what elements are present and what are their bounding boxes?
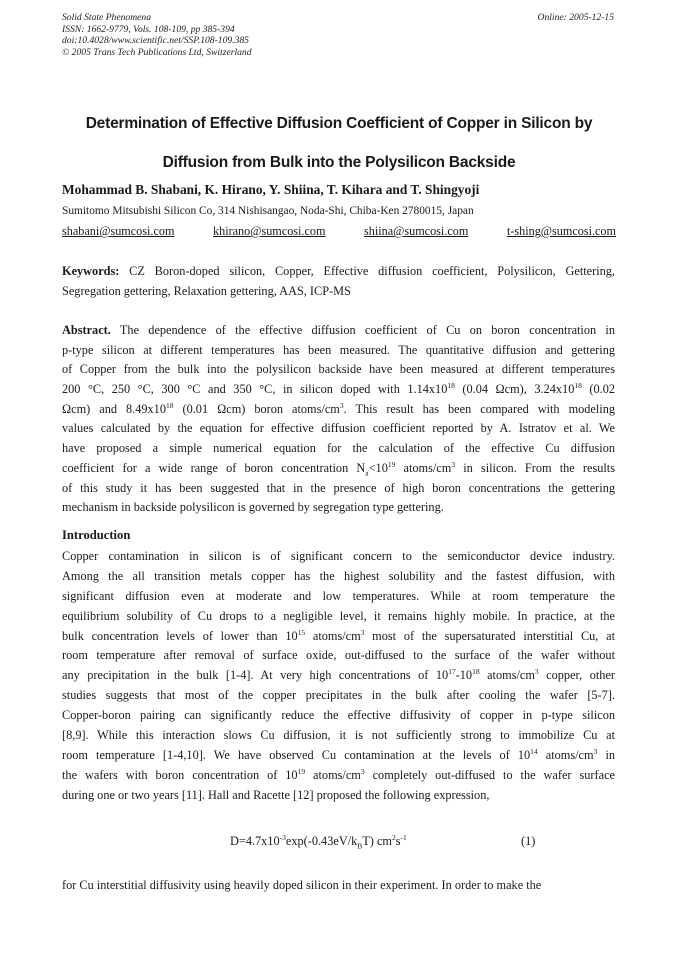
abstract-line: 200 °C, 250 °C, 300 °C and 350 °C, in silicon doped with $1.14x10^{18}$ (0.04 Ωcm), $3.24x10^{18}$ (0.02 xyxy=(62,380,615,397)
intro-line: Copper-boron pairing can significantly reduce the effective diffusivity of copper in p-type silicon xyxy=(62,708,615,723)
abstract-line: values calculated by the equation for effective diffusion coefficient reported by A. Istratov et al. We xyxy=(62,421,615,436)
journal-name: Solid State Phenomena xyxy=(62,12,151,23)
intro-line: equilibrium solubility of Cu drops to a negligible level, it remains highly mobile. In practice, at the xyxy=(62,608,615,623)
email-link[interactable]: shiina@sumcosi.com xyxy=(364,224,469,238)
affiliation: Sumitomo Mitsubishi Silicon Co, 314 Nishisangao, Noda-Shi, Chiba-Ken 2780015, Japan xyxy=(62,205,474,217)
introduction-section xyxy=(62,547,615,806)
journal-header xyxy=(62,12,252,58)
intro-line: Copper contamination in silicon is of significant concern to the semiconductor device industry. xyxy=(62,549,615,563)
intro-line: room temperature [1-4,10]. We have observed Cu contamination at the levels of $10^{14}$ atoms/$cm^3$ in xyxy=(62,746,616,762)
online-date: Online: 2005-12-15 xyxy=(537,12,614,23)
abstract-section xyxy=(62,321,615,518)
email-link[interactable]: shabani@sumcosi.com xyxy=(62,224,175,238)
keywords-section xyxy=(62,262,615,301)
author-list: Mohammad B. Shabani, K. Hirano, Y. Shiina, T. Kihara and T. Shingyoji xyxy=(62,182,480,197)
body-text-line: for Cu interstitial diffusivity using heavily doped silicon in their experiment. In order to make the xyxy=(62,878,542,892)
intro-line: significant diffusion even at moderate and low temperatures. While at room temperature the xyxy=(62,588,615,603)
intro-line: the wafers with boron concentration of $10^{19}$ atoms/$cm^3$ completely out-diffused to the wafer surface xyxy=(62,766,615,782)
keywords-label: Keywords: xyxy=(62,264,120,278)
intro-line: Among the all transition metals copper has the highest solubility and the fastest diffusion, with xyxy=(62,568,615,583)
abstract-line: coefficient for a wide range of boron concentration $N_a<10^{19}$ atoms/$cm^3$ in silicon. From the results xyxy=(62,459,616,478)
paper-title xyxy=(40,104,638,182)
intro-line: room temperature after removal of surface oxide, out-diffused to the surface of the wafer without xyxy=(62,648,615,663)
abstract-label: Abstract. xyxy=(62,323,111,337)
intro-line: bulk concentration levels of lower than $10^{15}$ atoms/$cm^3$ most of the supersaturated interstitial Cu, at xyxy=(62,627,615,643)
journal-copyright: © 2005 Trans Tech Publications Ltd, Switzerland xyxy=(62,46,252,58)
abstract-line: p-type silicon at different temperatures has been measured. The quantitative diffusion and gettering xyxy=(62,342,615,357)
keywords-line: Segregation gettering, Relaxation gettering, AAS, ICP-MS xyxy=(62,283,351,298)
equation: $D=4.7x10^{-3}\exp(-0.43eV/k_BT)$ $cm^2s^{-1}$ xyxy=(230,832,407,851)
email-list xyxy=(62,224,616,239)
journal-doi[interactable]: doi:10.4028/www.scientific.net/SSP.108-109.385 xyxy=(62,35,249,46)
email-link[interactable]: khirano@sumcosi.com xyxy=(213,224,326,238)
abstract-line: Ωcm) and $8.49x10^{18}$ (0.01 Ωcm) boron atoms/$cm^3$. This result has been compared with modeling xyxy=(62,400,616,416)
abstract-line: mechanism in backside polysilicon is governed by segregation type gettering. xyxy=(62,500,444,515)
title-line-2: Diffusion from Bulk into the Polysilicon Backside xyxy=(162,154,516,171)
abstract-line: of Copper from the bulk into the polysilicon backside have been measured at different temperatures xyxy=(62,362,615,377)
abstract-line: of this study it has been suggested that in the presence of high boron concentrations the gettering xyxy=(62,480,615,495)
title-line-1: Determination of Effective Diffusion Coefficient of Copper in Silicon by xyxy=(85,115,593,132)
abstract-line: Abstract. The dependence of the effective diffusion coefficient of Cu on boron concentration in xyxy=(62,323,615,337)
intro-line: any precipitation in the bulk [1-4]. At very high concentrations of $10^{17}-10^{18}$ atoms/$cm^3$ copper, other xyxy=(62,667,615,683)
journal-issn: ISSN: 1662-9779, Vols. 108-109, pp 385-394 xyxy=(62,23,235,35)
equation-number: (1) xyxy=(521,834,536,848)
intro-line: [8,9]. While this interaction slows Cu diffusion, it is not sufficiently strong to immobilize Cu at xyxy=(62,728,615,743)
email-link[interactable]: t-shing@sumcosi.com xyxy=(506,224,616,238)
intro-line: studies suggests that most of the copper precipitates in the bulk after cooling the wafer [5-7]. xyxy=(62,688,615,703)
section-heading: Introduction xyxy=(62,528,131,542)
keywords-line: Keywords: CZ Boron-doped silicon, Copper, Effective diffusion coefficient, Polysilicon, Gettering, xyxy=(62,264,615,278)
abstract-line: have proposed a simple numerical equation for the calculation of the effective Cu diffusion xyxy=(62,441,615,456)
intro-line: during one or two years [11]. Hall and Racette [12] proposed the following expression, xyxy=(62,787,490,802)
